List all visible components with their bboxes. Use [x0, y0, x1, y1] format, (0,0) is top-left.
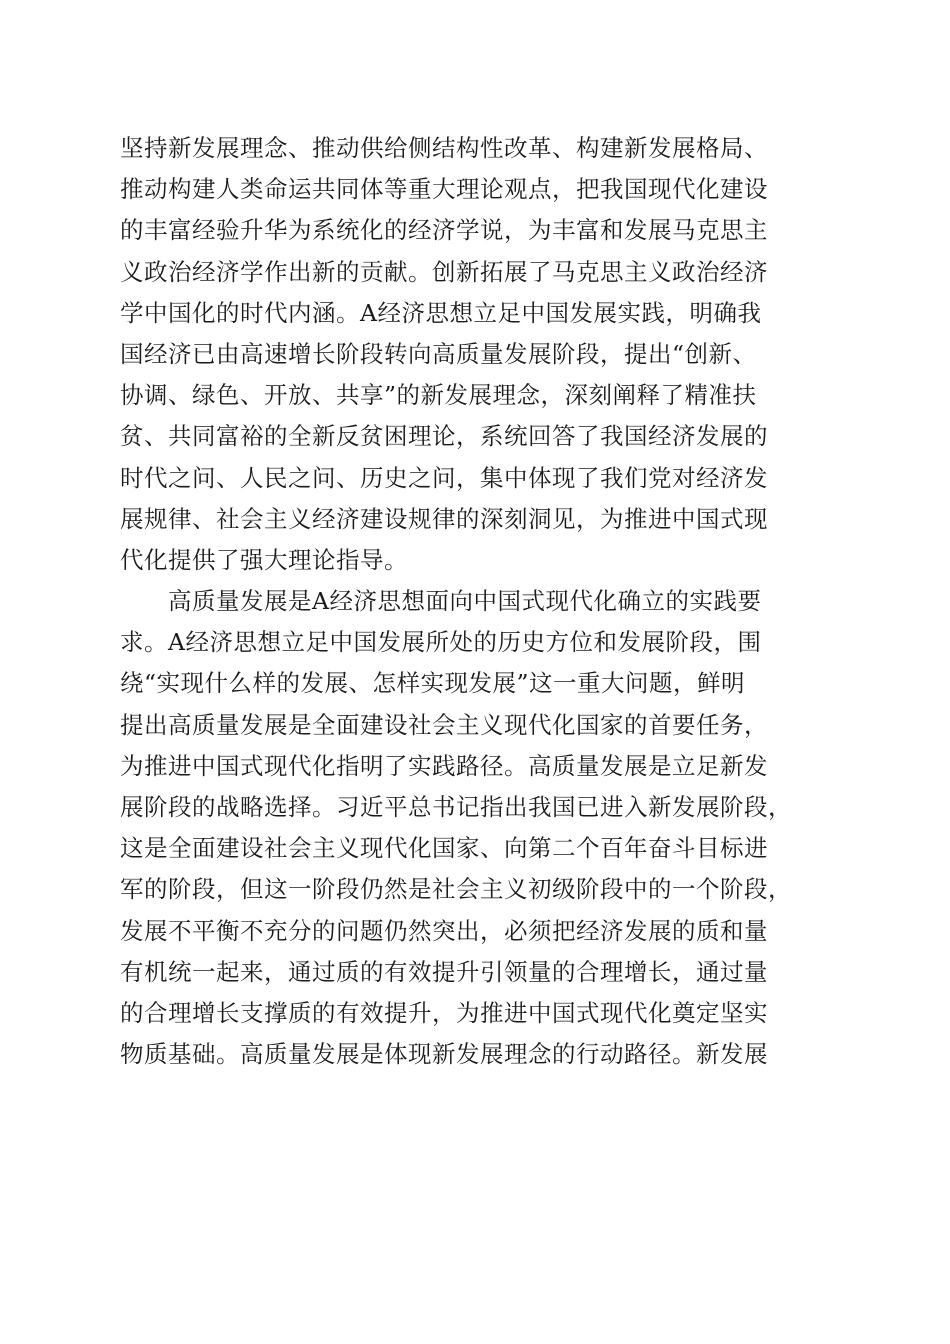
text-line: 高质量发展是A经济思想面向中国式现代化确立的实践要 [120, 587, 762, 616]
document-body [120, 128, 830, 1075]
paragraph-1 [120, 128, 830, 581]
text-line: 为推进中国式现代化指明了实践路径。高质量发展是立足新发 [120, 751, 768, 780]
paragraph-2 [120, 581, 830, 1075]
text-line: 学中国化的时代内涵。A经济思想立足中国发展实践，明确我 [120, 298, 762, 327]
text-line: 这是全面建设社会主义现代化国家、向第二个百年奋斗目标进 [120, 834, 768, 863]
text-line: 推动构建人类命运共同体等重大理论观点，把我国现代化建设 [120, 175, 768, 204]
text-line: 军的阶段，但这一阶段仍然是社会主义初级阶段中的一个阶段， [120, 875, 792, 904]
text-line: 绕“实现什么样的发展、怎样实现发展”这一重大问题，鲜明 [120, 669, 746, 698]
text-line: 国经济已由高速增长阶段转向高质量发展阶段，提出“创新、 [120, 339, 757, 368]
text-line: 物质基础。高质量发展是体现新发展理念的行动路径。新发展 [120, 1040, 768, 1069]
text-line: 展阶段的战略选择。习近平总书记指出我国已进入新发展阶段， [120, 793, 792, 821]
text-line: 坚持新发展理念、推动供给侧结构性改革、构建新发展格局、 [120, 134, 768, 162]
text-line: 有机统一起来，通过质的有效提升引领量的合理增长，通过量 [120, 957, 768, 986]
text-line: 发展不平衡不充分的问题仍然突出，必须把经济发展的质和量 [120, 916, 768, 945]
text-line: 协调、绿色、开放、共享”的新发展理念，深刻阐释了精准扶 [120, 381, 757, 410]
text-line: 义政治经济学作出新的贡献。创新拓展了马克思主义政治经济 [120, 257, 768, 286]
text-line: 的合理增长支撑质的有效提升，为推进中国式现代化奠定坚实 [120, 998, 768, 1027]
text-line: 展规律、社会主义经济建设规律的深刻洞见，为推进中国式现 [120, 504, 768, 533]
text-line: 时代之问、人民之问、历史之问，集中体现了我们党对经济发 [120, 463, 768, 492]
text-line: 提出高质量发展是全面建设社会主义现代化国家的首要任务， [120, 710, 768, 739]
text-line: 的丰富经验升华为系统化的经济学说，为丰富和发展马克思主 [120, 216, 768, 245]
text-line: 代化提供了强大理论指导。 [120, 545, 408, 574]
text-line: 贫、共同富裕的全新反贫困理论，系统回答了我国经济发展的 [120, 422, 768, 451]
text-line: 求。A经济思想立足中国发展所处的历史方位和发展阶段，围 [120, 628, 762, 657]
